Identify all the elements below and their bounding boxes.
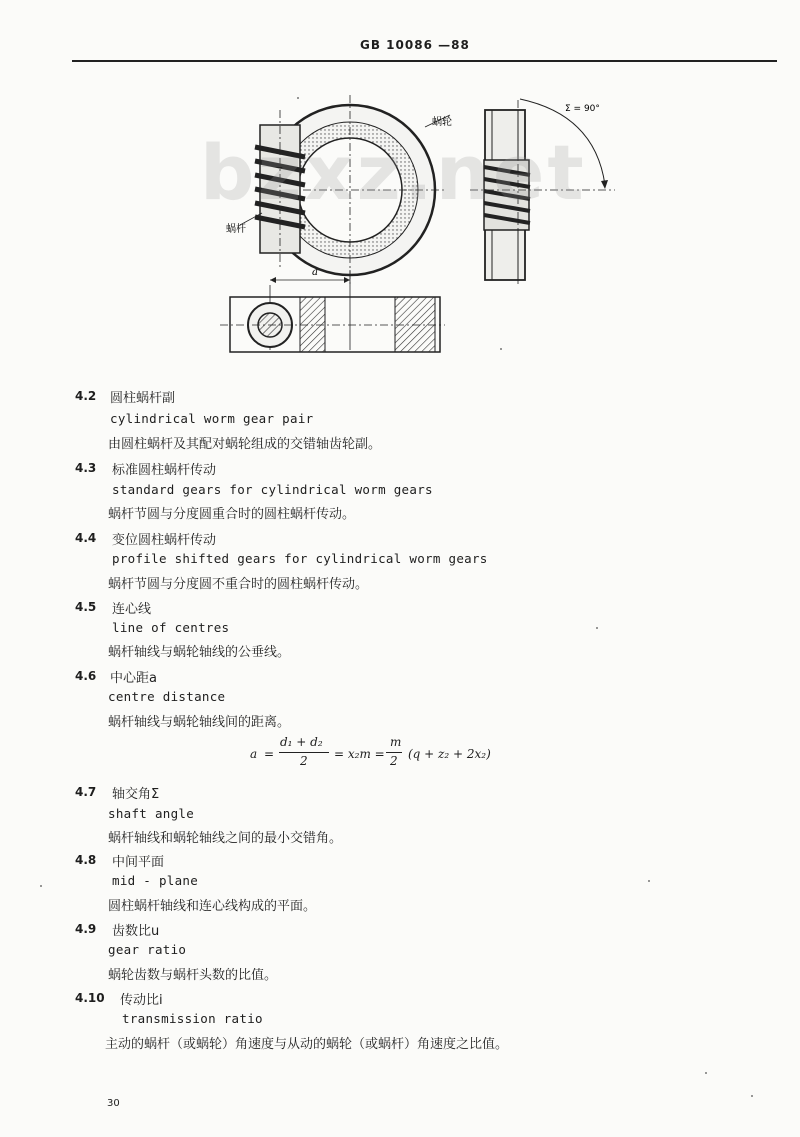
worm-gear-section-view bbox=[220, 267, 445, 352]
section-en-title: standard gears for cylindrical worm gears bbox=[112, 482, 433, 497]
fraction-bar bbox=[386, 752, 402, 753]
scan-speck bbox=[297, 97, 299, 99]
section-definition: 蜗杆节圆与分度圆重合时的圆柱蜗杆传动。 bbox=[108, 507, 356, 522]
section-en-title: mid - plane bbox=[112, 873, 199, 888]
section-definition: 蜗杆轴线与蜗轮轴线的公垂线。 bbox=[108, 645, 291, 660]
scan-speck bbox=[648, 880, 650, 882]
section-number: 4.10 bbox=[75, 991, 105, 1005]
formula-numerator-1: d₁ + d₂ bbox=[280, 735, 323, 749]
section-definition: 蜗杆节圆与分度圆不重合时的圆柱蜗杆传动。 bbox=[108, 577, 369, 592]
section-definition: 主动的蜗杆（或蜗轮）角速度与从动的蜗轮（或蜗杆）角速度之比值。 bbox=[105, 1037, 509, 1052]
section-definition: 蜗杆轴线与蜗轮轴线间的距离。 bbox=[108, 715, 291, 730]
scan-speck bbox=[596, 627, 598, 629]
section-number: 4.8 bbox=[75, 853, 97, 867]
worm-label: 蜗杆 bbox=[226, 224, 246, 235]
scan-speck bbox=[705, 1072, 707, 1074]
section-definition: 圆柱蜗杆轴线和连心线构成的平面。 bbox=[108, 899, 317, 914]
section-number: 4.7 bbox=[75, 785, 97, 799]
formula-numerator-2: m bbox=[390, 735, 402, 749]
section-zh-title: 中间平面 bbox=[112, 855, 165, 870]
section-en-title: centre distance bbox=[108, 689, 226, 704]
section-number: 4.6 bbox=[75, 669, 97, 683]
section-en-title: transmission ratio bbox=[122, 1011, 263, 1026]
formula-denominator-2: 2 bbox=[390, 754, 398, 768]
formula-denominator-1: 2 bbox=[300, 754, 308, 768]
section-zh-title: 中心距a bbox=[110, 671, 157, 686]
section-definition: 由圆柱蜗杆及其配对蜗轮组成的交错轴齿轮副。 bbox=[108, 437, 382, 452]
standard-code-header: GB 10086 —88 bbox=[360, 38, 470, 52]
section-en-title: cylindrical worm gear pair bbox=[110, 411, 314, 426]
formula-lhs: a bbox=[250, 747, 258, 761]
section-zh-title: 圆柱蜗杆副 bbox=[110, 391, 176, 406]
section-en-title: line of centres bbox=[112, 620, 230, 635]
section-definition: 蜗杆轴线和蜗轮轴线之间的最小交错角。 bbox=[108, 831, 343, 846]
section-zh-title: 标准圆柱蜗杆传动 bbox=[112, 463, 217, 478]
section-zh-title: 连心线 bbox=[112, 602, 152, 617]
shaft-angle-label: Σ = 90° bbox=[565, 104, 600, 114]
section-zh-title: 轴交角Σ bbox=[112, 787, 160, 802]
formula-equals: = bbox=[264, 747, 275, 761]
centre-distance-label: a bbox=[312, 267, 318, 278]
worm-wheel-label: 蜗轮 bbox=[432, 117, 452, 128]
centre-distance-formula bbox=[250, 735, 550, 771]
page-number: 30 bbox=[107, 1098, 120, 1109]
formula-middle: = x₂m = bbox=[334, 747, 385, 761]
section-number: 4.3 bbox=[75, 461, 97, 475]
formula-tail: (q + z₂ + 2x₂) bbox=[408, 747, 491, 761]
section-en-title: shaft angle bbox=[108, 806, 195, 821]
section-en-title: gear ratio bbox=[108, 942, 187, 957]
section-number: 4.9 bbox=[75, 922, 97, 936]
section-zh-title: 变位圆柱蜗杆传动 bbox=[112, 533, 217, 548]
section-zh-title: 齿数比u bbox=[112, 924, 160, 939]
section-number: 4.2 bbox=[75, 389, 97, 403]
section-number: 4.4 bbox=[75, 531, 97, 545]
section-definition: 蜗轮齿数与蜗杆头数的比值。 bbox=[108, 968, 278, 983]
scan-speck bbox=[751, 1095, 753, 1097]
header-rule bbox=[72, 60, 777, 62]
section-zh-title: 传动比i bbox=[120, 993, 163, 1008]
section-number: 4.5 bbox=[75, 600, 97, 614]
fraction-bar bbox=[279, 752, 329, 753]
watermark: bzxz.net bbox=[200, 128, 587, 217]
section-en-title: profile shifted gears for cylindrical worm gears bbox=[112, 551, 488, 566]
scan-speck bbox=[500, 348, 502, 350]
scan-speck bbox=[40, 885, 42, 887]
